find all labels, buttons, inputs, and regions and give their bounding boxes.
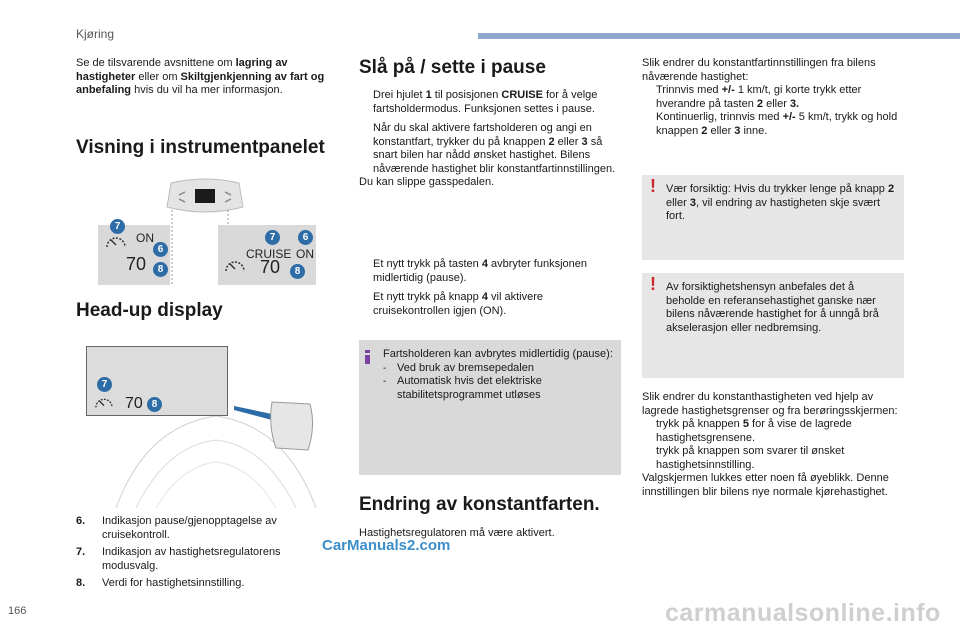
stored-intro: Slik endrer du konstanthastigheten ved hjelp av lagrede hastighetsgrenser og fra berøringsskjermen: [642,391,898,417]
release-gas-text: Du kan slippe gasspedalen. [359,176,495,188]
list-item: Når du skal aktivere fartsholderen og angi en konstantfart, trykker du på knappen 2 eller 3 så snart bilen har nådd ønsket hastighet. Bilens nåværende hastighet blir konstantfartinnstillingen. [373,122,616,175]
speedometer-icon [223,255,247,279]
info-intro: Fartsholderen kan avbrytes midlertidig (pause): [383,348,613,360]
adjust-stored-speed [642,391,904,499]
list-item: Et nytt trykk på knapp 4 vil aktivere cruisekontrollen igjen (ON). [373,291,543,317]
list-item: Et nytt trykk på tasten 4 avbryter funksjonen midlertidig (pause). [373,258,588,284]
warning-icon: ! [650,176,656,196]
pause-steps [359,89,621,190]
hud-display [86,346,228,416]
callout-badge-8: 8 [153,262,168,277]
page-number: 166 [8,605,27,617]
legend-item: 7. Indikasjon av hastighetsregulatorens modusvalg. [76,546,281,572]
watermark-footer: carmanualsonline.info [665,599,941,627]
set-speed-value: 70 [260,257,281,277]
instrument-display-on [98,221,170,285]
adjust-current-speed [642,57,904,138]
callout-badge-7: 7 [265,230,280,245]
warning-box [642,175,904,260]
warning-text: Av forsiktighetshensyn anbefales det å beholde en referansehastighet ganske nær bilens nåværende hastighet for å unngå brå akselerasjon eller nedbremsing. [666,281,879,334]
on-label: ON [296,247,314,261]
adjust-intro: Slik endrer du konstantfartinnstillingen fra bilens nåværende hastighet: [642,57,876,83]
callout-badge-6: 6 [153,242,168,257]
callout-badge-8: 8 [290,264,305,279]
legend-list [76,515,326,591]
header-accent-bar [478,33,960,39]
set-speed-value: 70 [126,254,147,274]
warning-icon: ! [650,274,656,294]
warning-box [642,273,904,378]
info-icon [365,350,370,364]
speedometer-icon [104,231,128,255]
callout-badge-8: 8 [147,397,162,412]
list-item: Trinnvis med +/- 1 km/t, gi korte trykk etter hverandre på tasten 2 eller 3. [656,84,862,110]
closing-text: Valgskjermen lukkes etter noen få øyeblikk. Denne innstillingen blir bilens nye normale kjørehastighet. [642,472,889,498]
heading-head-up-display: Head-up display [76,300,223,321]
change-requirement-text: Hastighetsregulatoren må være aktivert. [359,527,555,539]
on-label: ON [136,231,154,245]
callout-badge-6: 6 [298,230,313,245]
pause-resume-steps [359,258,621,318]
list-item: Drei hjulet 1 til posisjonen CRUISE for å velge fartsholdermodus. Funksjonen settes i pause. [373,89,598,115]
warning-text: Vær forsiktig: Hvis du trykker lenge på knapp 2 eller 3, vil endring av hastigheten skje svært fort. [666,183,895,222]
callout-badge-7: 7 [97,377,112,392]
intro-paragraph: Se de tilsvarende avsnittene om lagring av hastigheter eller om Skiltgjenkjenning av fart og anbefaling hvis du vil ha mer informasjon. [76,57,325,96]
speedometer-icon [93,393,115,415]
info-box [359,340,621,475]
callout-badge-7: 7 [110,219,125,234]
list-item: Kontinuerlig, trinnvis med +/- 5 km/t, trykk og hold knappen 2 eller 3 inne. [656,111,898,137]
legend-item: 6. Indikasjon pause/gjenopptagelse av cruisekontroll. [76,515,277,541]
list-item: trykk på knappen som svarer til ønsket hastighetsinnstilling. [656,445,845,471]
heading-instrument-panel: Visning i instrumentpanelet [76,137,325,158]
watermark-logo: CarManuals2.com [322,537,451,554]
instrument-display-cruise [218,225,316,285]
heading-change-speed: Endring av konstantfarten. [359,494,600,515]
heading-pause: Slå på / sette i pause [359,57,546,78]
legend-item: 8. Verdi for hastighetsinnstilling. [76,577,245,589]
section-title: Kjøring [76,27,115,41]
list-item: - Ved bruk av bremsepedalen [383,361,534,374]
list-item: - Automatisk hvis det elektriske stabilitetsprogrammet utløses [383,375,542,401]
set-speed-value: 70 [125,395,143,412]
list-item: trykk på knappen 5 for å vise de lagrede hastighetsgrensene. [656,418,852,444]
cruise-label: CRUISE [246,247,292,261]
